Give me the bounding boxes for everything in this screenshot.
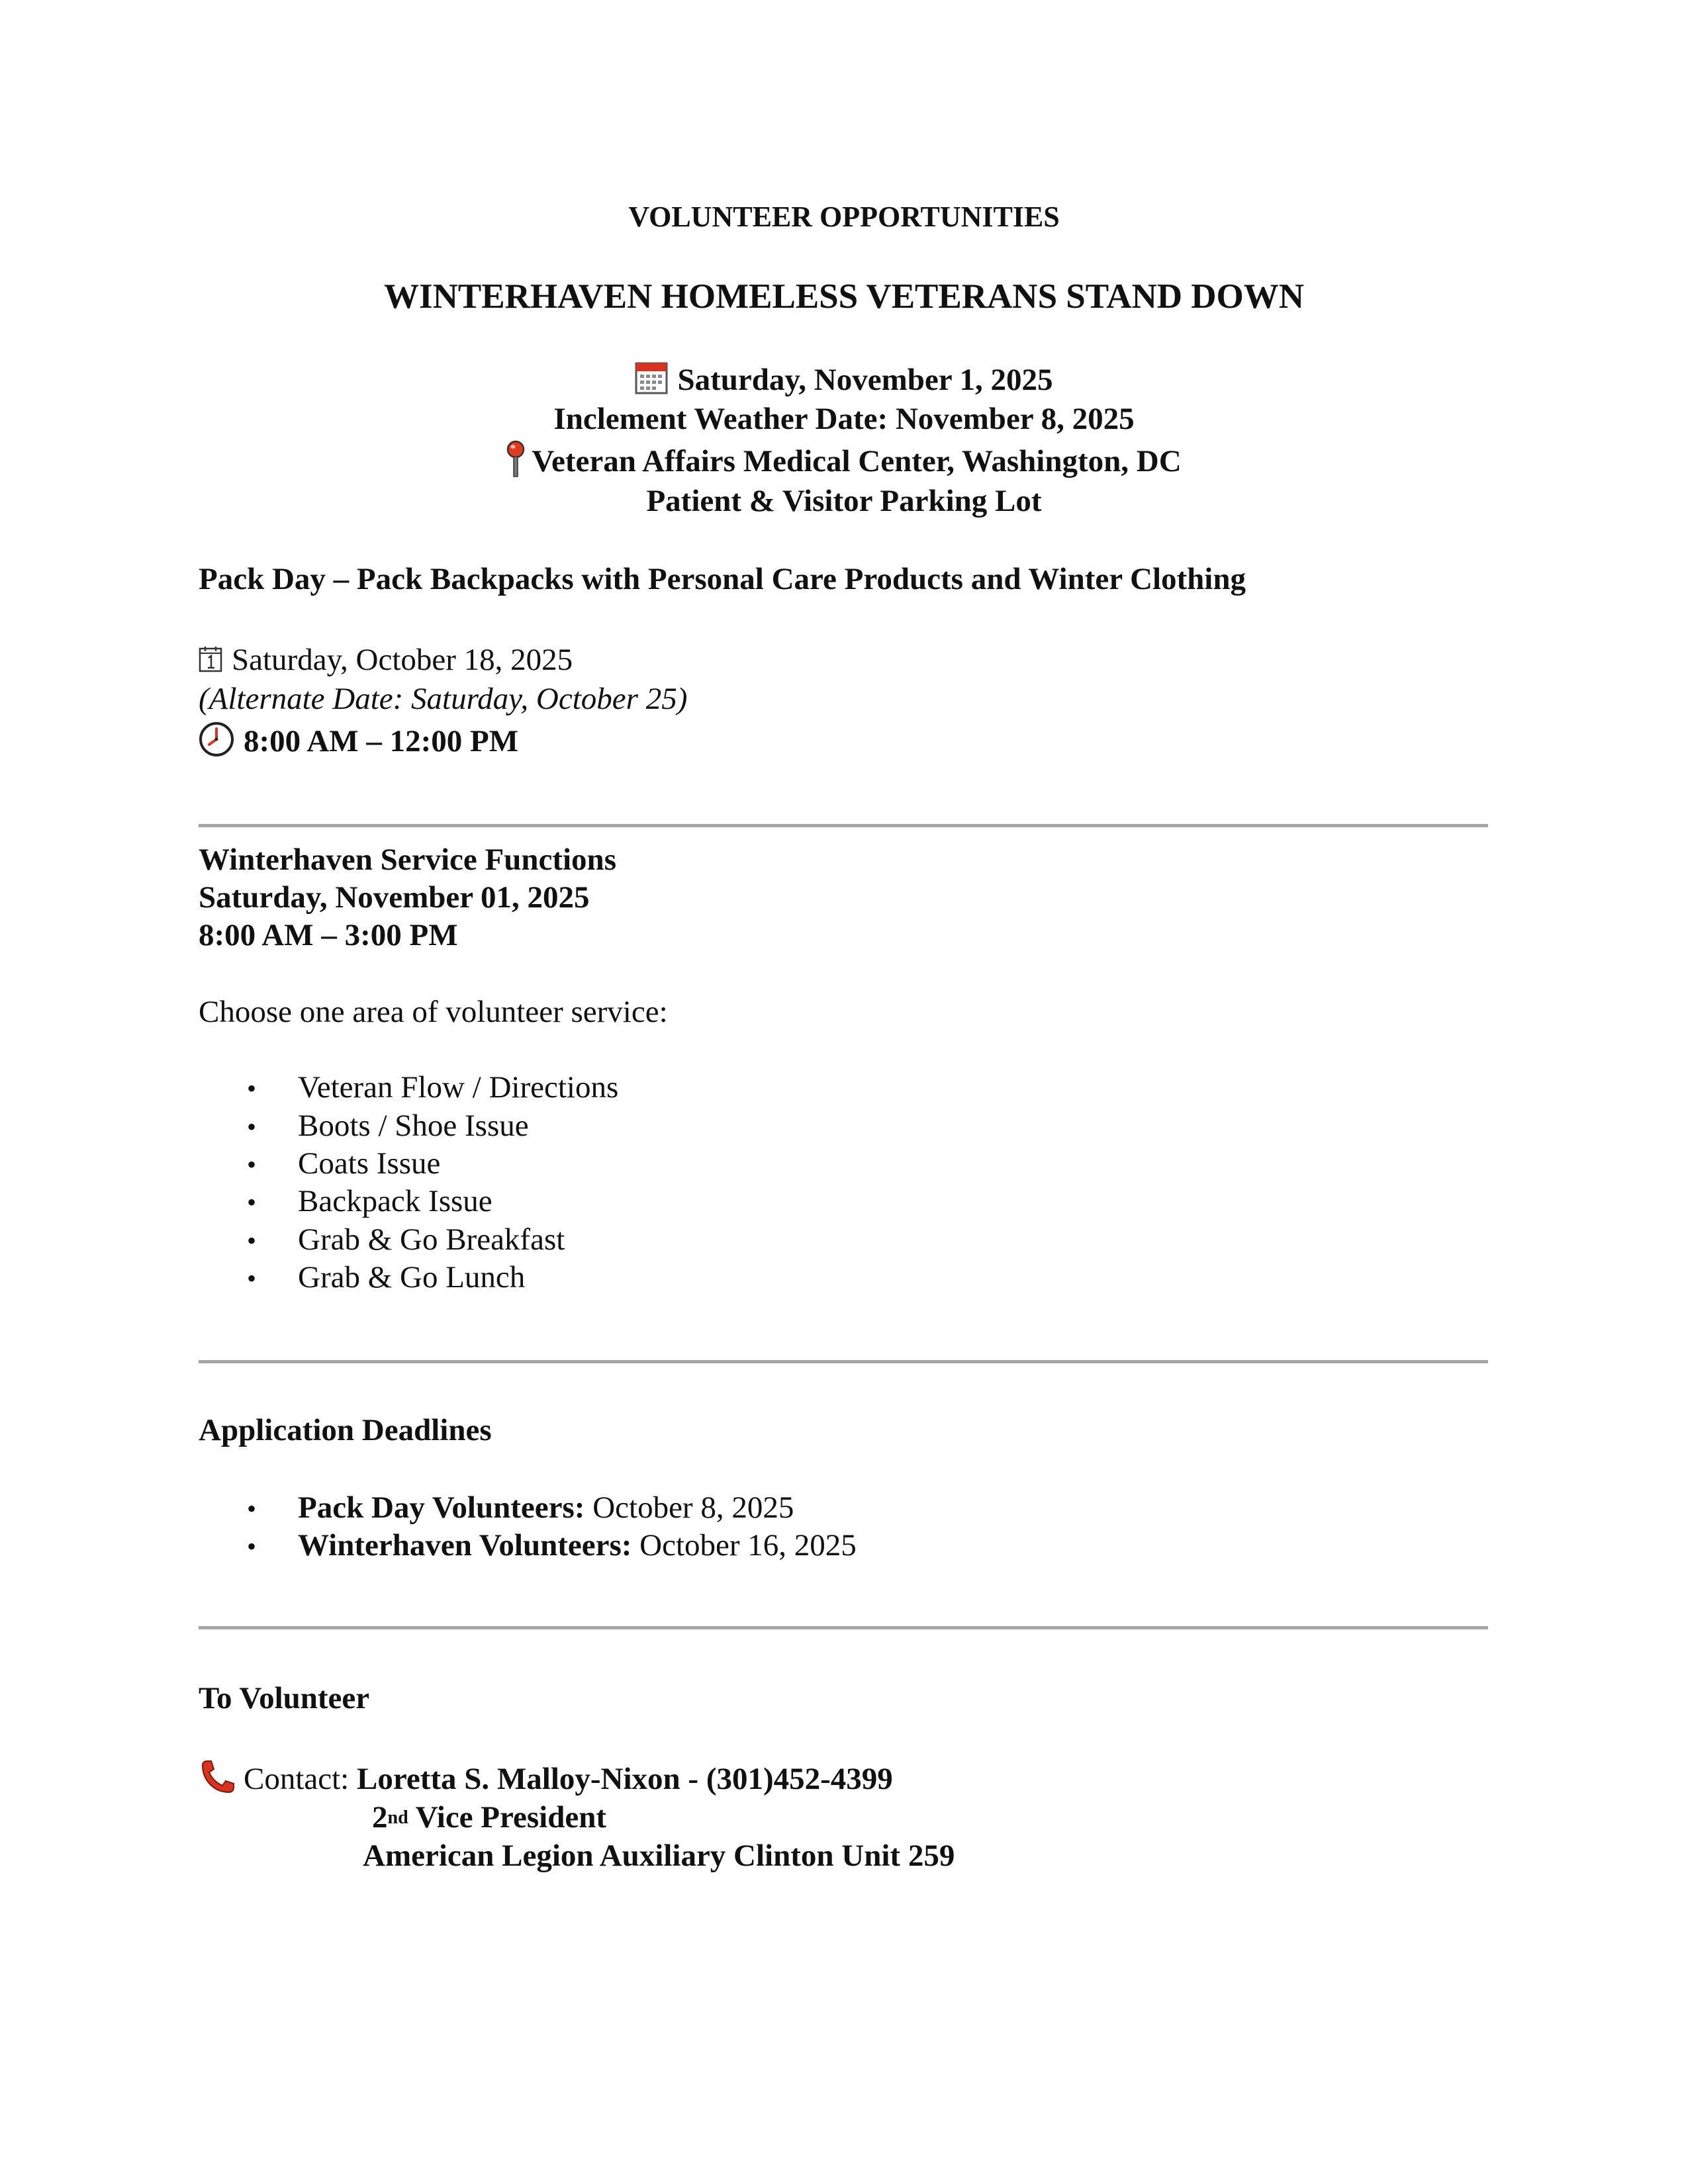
service-time: 8:00 AM – 3:00 PM	[199, 918, 458, 952]
round-pushpin-icon	[506, 440, 525, 488]
deadline-label: Winterhaven Volunteers:	[298, 1528, 632, 1563]
list-item: Boots / Shoe Issue	[298, 1109, 529, 1143]
event-date: Saturday, November 1, 2025	[677, 363, 1053, 397]
event-location-line	[0, 440, 1688, 488]
document-title: WINTERHAVEN HOMELESS VETERANS STAND DOWN	[383, 277, 1305, 316]
contact-role-title: Vice President	[415, 1800, 607, 1835]
bullet: •	[247, 1263, 257, 1293]
contact-role	[372, 1798, 606, 1837]
deadline-label: Pack Day Volunteers:	[298, 1490, 585, 1525]
pack-day-time: 8:00 AM – 12:00 PM	[244, 723, 519, 758]
event-location: Veteran Affairs Medical Center, Washington, DC	[532, 443, 1182, 478]
service-intro: Choose one area of volunteer service:	[199, 995, 668, 1029]
bullet: •	[247, 1531, 257, 1561]
deadline-item	[298, 1526, 857, 1565]
list-item: Grab & Go Lunch	[298, 1260, 526, 1295]
bullet: •	[247, 1494, 257, 1524]
inclement-weather-date: Inclement Weather Date: November 8, 2025	[553, 402, 1135, 436]
to-volunteer-heading: To Volunteer	[199, 1681, 370, 1715]
calendar-icon	[635, 361, 668, 404]
bullet: •	[247, 1187, 257, 1217]
tear-off-calendar-icon	[199, 643, 222, 682]
deadline-date: October 16, 2025	[639, 1528, 857, 1563]
deadline-date: October 8, 2025	[592, 1490, 794, 1525]
telephone-receiver-icon	[199, 1760, 236, 1803]
list-item: Grab & Go Breakfast	[298, 1222, 565, 1257]
bullet: •	[247, 1150, 257, 1179]
contact-ordinal-suffix: nd	[387, 1807, 408, 1828]
pack-day-alternate-date: (Alternate Date: Saturday, October 25)	[199, 682, 688, 716]
list-item: Backpack Issue	[298, 1184, 492, 1218]
contact-name-phone: Loretta S. Malloy-Nixon - (301)452-4399	[357, 1762, 893, 1796]
pack-day-heading: Pack Day – Pack Backpacks with Personal Care Products and Winter Clothing	[199, 562, 1246, 596]
contact-prefix: Contact:	[244, 1762, 350, 1796]
bullet: •	[247, 1073, 257, 1103]
bullet: •	[247, 1226, 257, 1255]
bullet: •	[247, 1112, 257, 1142]
list-item: Coats Issue	[298, 1146, 441, 1181]
deadline-item	[298, 1488, 794, 1527]
document-kicker: VOLUNTEER OPPORTUNITIES	[628, 201, 1060, 233]
section-divider	[199, 1360, 1488, 1363]
service-heading: Winterhaven Service Functions	[199, 842, 616, 877]
pack-day-date-line	[199, 641, 573, 682]
event-date-line	[0, 361, 1688, 404]
contact-organization: American Legion Auxiliary Clinton Unit 259	[363, 1839, 955, 1873]
list-item: Veteran Flow / Directions	[298, 1070, 619, 1105]
service-date: Saturday, November 01, 2025	[199, 880, 590, 915]
contact-line	[199, 1760, 893, 1803]
pack-day-date: Saturday, October 18, 2025	[232, 643, 573, 677]
contact-ordinal: 2	[372, 1800, 388, 1835]
section-divider	[199, 1626, 1488, 1629]
section-divider	[199, 824, 1488, 827]
pack-day-time-line	[199, 721, 518, 766]
clock-icon	[199, 721, 234, 766]
parking-location: Patient & Visitor Parking Lot	[646, 484, 1042, 518]
deadlines-heading: Application Deadlines	[199, 1413, 492, 1447]
